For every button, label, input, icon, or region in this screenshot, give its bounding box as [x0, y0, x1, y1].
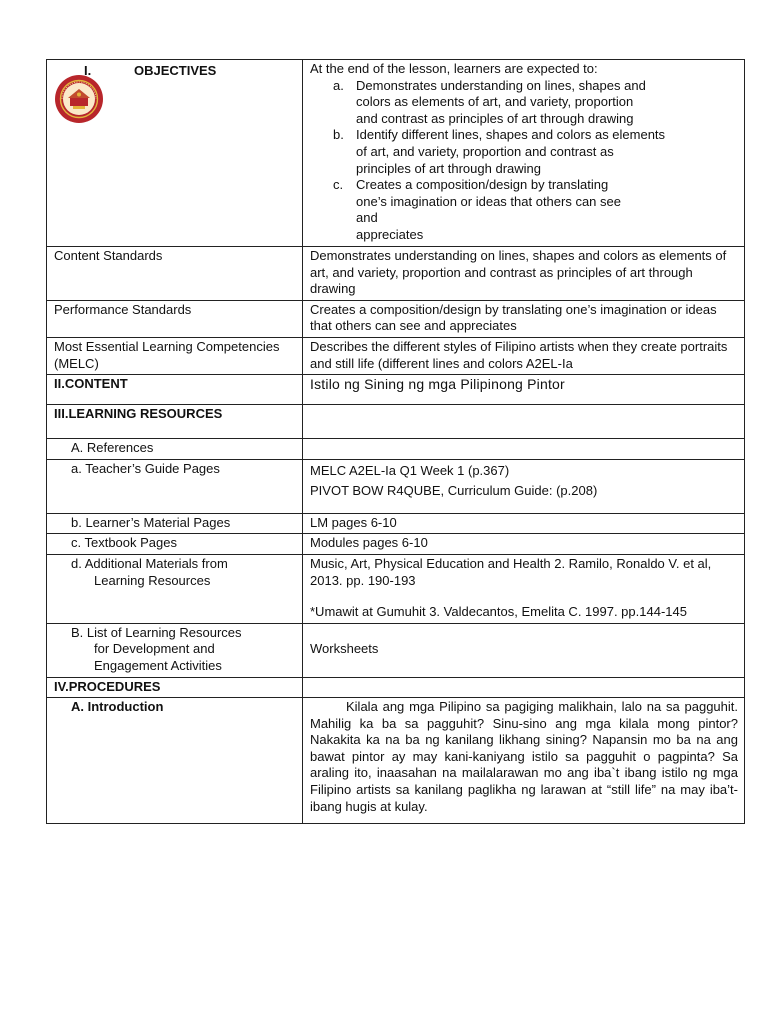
melc-row: [47, 337, 745, 374]
objective-marker-b: b.: [333, 127, 344, 143]
teachers-guide-value-2: PIVOT BOW R4QUBE, Curriculum Guide: (p.208): [310, 482, 598, 498]
list-resources-label-3: Engagement Activities: [94, 657, 222, 673]
objective-b-line-3: principles of art through drawing: [356, 160, 541, 176]
additional-materials-row: [47, 554, 745, 623]
references-empty: [303, 439, 745, 460]
content-standards-value: Demonstrates understanding on lines, shapes and colors as elements of art, and variety, proportion and contrast as principles of art through drawing: [303, 247, 745, 301]
introduction-cell: [303, 698, 745, 824]
list-resources-label-1: B. List of Learning Resources: [71, 624, 242, 640]
performance-standards-row: [47, 300, 745, 337]
content-standards-row: [47, 247, 745, 301]
additional-materials-value-1: Music, Art, Physical Education and Health 2. Ramilo, Ronaldo V. et al, 2013. pp. 190-193: [310, 555, 712, 588]
objectives-intro: At the end of the lesson, learners are expected to:: [310, 61, 598, 76]
references-label: A. References: [47, 439, 303, 460]
additional-materials-value-cell: [303, 554, 745, 623]
list-resources-value: Worksheets: [303, 623, 745, 677]
teachers-guide-value-cell: [303, 459, 745, 513]
objective-c-line-4: appreciates: [356, 226, 424, 242]
objective-c-line-3: and: [356, 210, 378, 226]
teachers-guide-row: [47, 459, 745, 513]
procedures-row: [47, 677, 745, 698]
objective-c-line-1: Creates a composition/design by translating: [356, 177, 609, 193]
school-seal-logo: [54, 74, 104, 124]
textbook-row: [47, 534, 745, 555]
learners-material-value: LM pages 6-10: [303, 513, 745, 534]
objective-a-line-3: and contrast as principles of art through drawing: [356, 110, 634, 126]
learning-resources-label: III.LEARNING RESOURCES: [47, 405, 303, 439]
list-resources-label-cell: [47, 623, 303, 677]
content-label: II.CONTENT: [47, 375, 303, 405]
objective-marker-a: a.: [333, 77, 344, 93]
objectives-list: [310, 78, 738, 244]
objectives-title: OBJECTIVES: [134, 63, 217, 78]
references-row: [47, 439, 745, 460]
content-value: Istilo ng Sining ng mga Pilipinong Pintor: [303, 375, 745, 405]
melc-value: Describes the different styles of Filipino artists when they create portraits and still life (different lines and colors A2EL-Ia: [303, 337, 745, 374]
introduction-text: Kilala ang mga Pilipino sa pagiging malikhain, lalo na sa pagguhit. Mahilig ka ba sa pagguhit? Sinu-sino ang mga kilala mong pintor? Nakakita ka na ba ng kanilang likhang sining? Napansin mo ba na ang bawat pintor ay may kani-kaniyang istilo sa pagguhit o pagpinta? Sa araling ito, inaasahan na mailalarawan mo ang iba`t ibang istilo ng mga Filipino artists sa kanilang paglikha ng larawan at “still life” na may iba’t-ibang hugis at kulay.: [310, 699, 738, 814]
additional-materials-label-2: Learning Resources: [94, 572, 211, 588]
objective-marker-c: c.: [333, 177, 344, 193]
objective-a-line-1: Demonstrates understanding on lines, shapes and: [356, 77, 646, 93]
learners-material-label: b. Learner’s Material Pages: [47, 513, 303, 534]
learners-material-row: [47, 513, 745, 534]
textbook-value: Modules pages 6-10: [303, 534, 745, 555]
performance-standards-label: Performance Standards: [47, 300, 303, 337]
textbook-label: c. Textbook Pages: [47, 534, 303, 555]
content-standards-label: Content Standards: [47, 247, 303, 301]
objective-b-line-1: Identify different lines, shapes and colors as elements: [356, 127, 666, 143]
introduction-label: A. Introduction: [47, 698, 303, 824]
objective-item-c: [333, 177, 738, 243]
objectives-row: [47, 60, 745, 247]
additional-materials-label-cell: [47, 554, 303, 623]
content-row: [47, 375, 745, 405]
list-resources-label-2: for Development and: [94, 641, 215, 657]
additional-materials-label-1: d. Additional Materials from: [71, 555, 228, 571]
objective-b-line-2: of art, and variety, proportion and contrast as: [356, 143, 614, 159]
objective-item-a: [333, 77, 738, 128]
list-resources-row: [47, 623, 745, 677]
introduction-row: [47, 698, 745, 824]
learning-resources-empty: [303, 405, 745, 439]
performance-standards-value: Creates a composition/design by translating one’s imagination or ideas that others can see and appreciates: [303, 300, 745, 337]
additional-materials-value-2: *Umawit at Gumuhit 3. Valdecantos, Emelita C. 1997. pp.144-145: [310, 604, 687, 620]
teachers-guide-value-1: MELC A2EL-Ia Q1 Week 1 (p.367): [310, 462, 510, 478]
teachers-guide-label: a. Teacher’s Guide Pages: [47, 459, 303, 513]
objectives-numeral: I.: [84, 63, 92, 78]
objectives-header-cell: [47, 60, 303, 247]
objective-c-line-2: one’s imagination or ideas that others can see: [356, 193, 621, 209]
objective-item-b: [333, 127, 738, 177]
procedures-empty: [303, 677, 745, 698]
learning-resources-row: [47, 405, 745, 439]
objective-a-line-2: colors as elements of art, and variety, proportion: [356, 94, 634, 110]
procedures-label: IV.PROCEDURES: [47, 677, 303, 698]
lesson-plan-table: [46, 59, 745, 824]
objectives-body-cell: [303, 60, 745, 247]
melc-label: Most Essential Learning Competencies (MELC): [47, 337, 303, 374]
